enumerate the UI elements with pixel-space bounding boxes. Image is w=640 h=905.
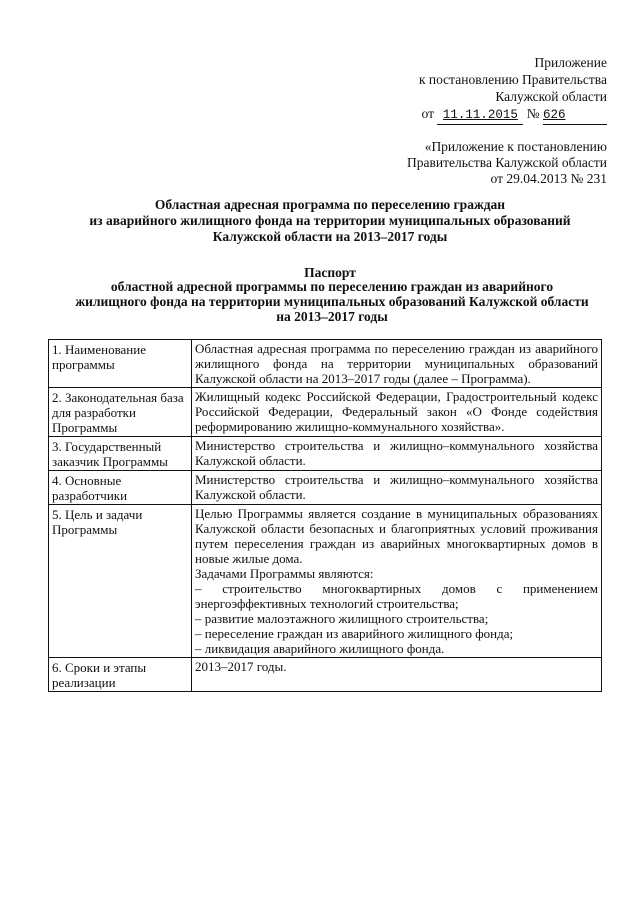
table-row bbox=[49, 471, 602, 505]
passport-line-3: на 2013–2017 годы bbox=[276, 309, 388, 324]
row-key: 6. Сроки и этапы реализации bbox=[49, 658, 192, 692]
task-item: – переселение граждан из аварийного жилищного фонда; bbox=[195, 626, 514, 641]
row-key: 4. Основные разработчики bbox=[49, 471, 192, 505]
program-title bbox=[60, 197, 600, 245]
task-item: – строительство многоквартирных домов с применением энергоэффективных технологий строительства; bbox=[195, 581, 598, 611]
table-row bbox=[49, 388, 602, 437]
row-value-goals bbox=[192, 505, 602, 658]
table-row bbox=[49, 658, 602, 692]
title-line-3: Калужской области на 2013–2017 годы bbox=[212, 229, 448, 244]
passport-line-1: областной адресной программы по переселению граждан из аварийного bbox=[110, 279, 554, 294]
passport-title bbox=[52, 279, 612, 324]
tasks-intro: Задачами Программы являются: bbox=[195, 566, 374, 581]
row-key: 2. Законодательная база для разработки Программы bbox=[49, 388, 192, 437]
appendix-line-1: Приложение bbox=[534, 55, 607, 70]
table-row bbox=[49, 437, 602, 471]
date-prefix: от bbox=[421, 106, 434, 121]
passport-table bbox=[48, 339, 602, 692]
prior-appendix-line-2: Правительства Калужской области bbox=[406, 155, 607, 170]
row-value: Жилищный кодекс Российской Федерации, Градостроительный кодекс Российской Федерации, Федеральный закон «О Фонде содействия реформированию жилищно-коммунального хозяйства». bbox=[192, 388, 602, 437]
row-key: 1. Наименование программы bbox=[49, 340, 192, 388]
table-row bbox=[49, 505, 602, 658]
table-row bbox=[49, 340, 602, 388]
task-item: – развитие малоэтажного жилищного строительства; bbox=[195, 611, 489, 626]
row-value: 2013–2017 годы. bbox=[192, 658, 602, 692]
row-key: 5. Цель и задачи Программы bbox=[49, 505, 192, 658]
passport-heading: Паспорт bbox=[304, 265, 356, 280]
appendix-header bbox=[419, 54, 607, 125]
prior-appendix-line-1: «Приложение к постановлению bbox=[424, 139, 607, 154]
row-value: Областная адресная программа по переселению граждан из аварийного жилищного фонда на территории муниципальных образований Калужской области на 2013–2017 годы (далее – Программа). bbox=[192, 340, 602, 388]
row-value: Министерство строительства и жилищно–коммунального хозяйства Калужской области. bbox=[192, 471, 602, 505]
prior-appendix-header bbox=[407, 139, 607, 187]
number-prefix: № bbox=[526, 106, 540, 121]
appendix-line-2: к постановлению Правительства bbox=[418, 72, 607, 87]
row-value: Министерство строительства и жилищно–коммунального хозяйства Калужской области. bbox=[192, 437, 602, 471]
appendix-line-3: Калужской области bbox=[495, 89, 607, 104]
date-value: 11.11.2015 bbox=[437, 107, 523, 125]
prior-appendix-line-3: от 29.04.2013 № 231 bbox=[490, 171, 607, 186]
number-value: 626 bbox=[543, 107, 607, 125]
title-line-2: из аварийного жилищного фонда на территории муниципальных образований bbox=[89, 213, 571, 228]
goal-text: Целью Программы является создание в муниципальных образованиях Калужской области безопасных и благоприятных условий проживания путем переселения граждан из аварийных многоквартирных домов в новые жилые дома. bbox=[195, 506, 598, 566]
title-line-1: Областная адресная программа по переселению граждан bbox=[154, 197, 506, 212]
passport-line-2: жилищного фонда на территории муниципальных образований Калужской области bbox=[75, 294, 589, 309]
row-key: 3. Государственный заказчик Программы bbox=[49, 437, 192, 471]
task-item: – ликвидация аварийного жилищного фонда. bbox=[195, 641, 445, 656]
appendix-date-number-line bbox=[419, 105, 607, 125]
